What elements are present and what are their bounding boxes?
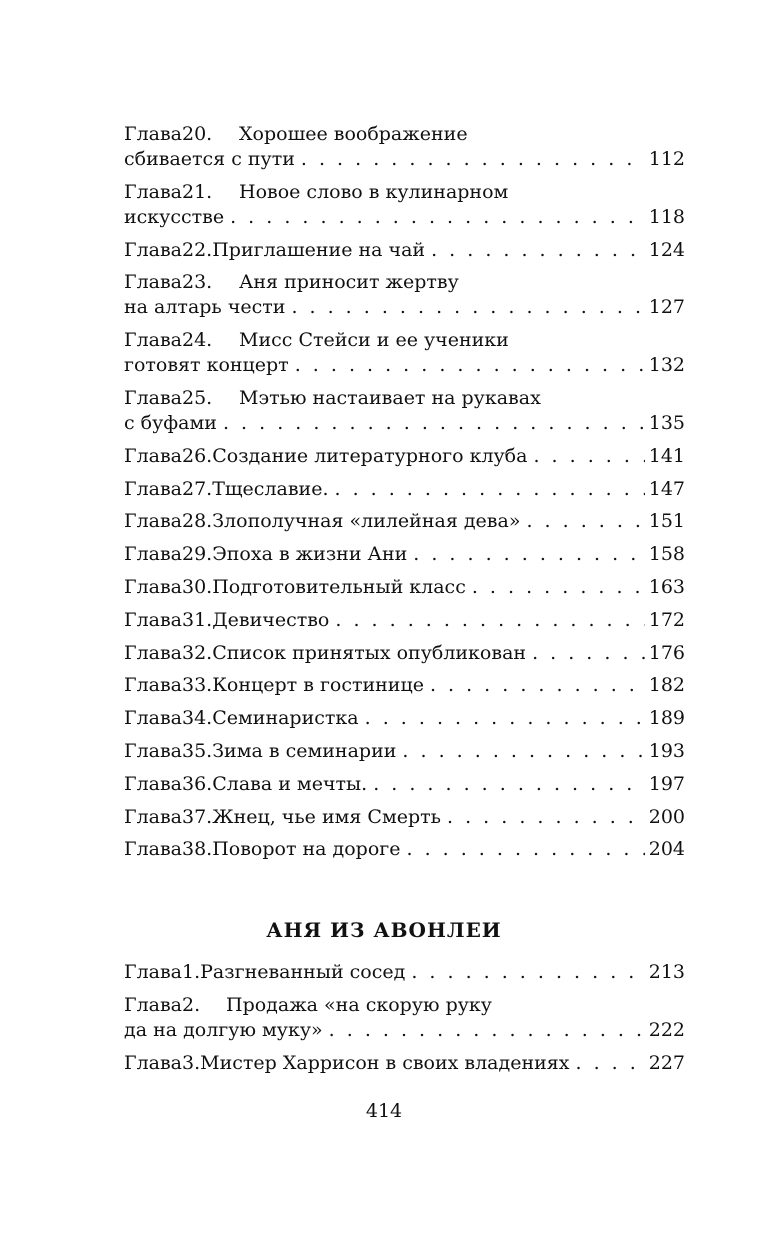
chapter-page-number: 197	[648, 772, 685, 795]
chapter-number: 37.	[182, 805, 213, 828]
chapter-label: Глава	[124, 1051, 183, 1074]
toc-entry	[124, 608, 685, 633]
chapter-title: Подготовительный класс	[212, 575, 466, 598]
chapter-label: Глава	[124, 444, 183, 467]
toc-entry-continuation-line	[124, 147, 685, 172]
chapter-label: Глава	[124, 510, 183, 533]
chapter-title: Девичество	[212, 608, 330, 631]
toc-entry-first-line	[124, 805, 685, 830]
dot-leader	[413, 542, 644, 567]
chapter-title: готовят концерт	[124, 354, 289, 377]
toc-entry	[124, 960, 685, 985]
chapter-label: Глава	[124, 707, 183, 730]
chapter-label: Глава	[124, 238, 183, 261]
chapter-number: 3.	[182, 1051, 201, 1074]
table-of-contents-part-2	[124, 960, 685, 1083]
chapter-title: Тщеславие.	[212, 477, 329, 500]
toc-entry-first-line	[124, 238, 685, 263]
chapter-title: Концерт в гостинице	[212, 674, 424, 697]
toc-entry	[124, 509, 685, 534]
dot-leader	[295, 353, 645, 378]
chapter-number: 20.	[182, 123, 213, 145]
chapter-title: да на долгую муку»	[124, 1018, 323, 1041]
toc-entry-continuation-line	[124, 295, 685, 320]
chapter-label: Глава	[124, 993, 183, 1016]
toc-entry-first-line	[124, 270, 685, 295]
section-title: АНЯ ИЗ АВОНЛЕИ	[266, 918, 502, 942]
toc-entry-continuation-line	[124, 353, 685, 378]
chapter-title: Поворот на дороге	[212, 838, 401, 861]
toc-entry-first-line	[124, 542, 685, 567]
dot-leader	[329, 1018, 645, 1043]
toc-entry	[124, 641, 685, 666]
chapter-number: 26.	[182, 444, 213, 467]
dot-leader	[431, 238, 645, 263]
chapter-label: Глава	[124, 329, 183, 352]
toc-entry-first-line	[124, 739, 685, 764]
toc-entry-first-line	[124, 180, 685, 205]
dot-leader	[430, 673, 645, 698]
chapter-page-number: 127	[648, 296, 685, 319]
chapter-page-number: 163	[648, 575, 685, 598]
chapter-title: Новое слово в кулинарном	[239, 180, 509, 203]
dot-leader	[230, 205, 645, 230]
chapter-number: 38.	[182, 838, 213, 861]
chapter-number: 36.	[182, 772, 213, 795]
toc-entry-first-line	[124, 1051, 685, 1076]
chapter-page-number: 222	[648, 1018, 685, 1041]
toc-entry-first-line	[124, 673, 685, 698]
chapter-title: сбивается с пути	[124, 148, 295, 170]
chapter-title: Жнец, чье имя Смерть	[212, 805, 442, 828]
chapter-label: Глава	[124, 641, 183, 664]
dot-leader	[373, 772, 645, 797]
chapter-number: 30.	[182, 575, 213, 598]
chapter-label: Глава	[124, 477, 183, 500]
chapter-label: Глава	[124, 386, 183, 409]
chapter-page-number: 189	[648, 707, 685, 730]
chapter-label: Глава	[124, 772, 183, 795]
chapter-page-number: 227	[648, 1051, 685, 1074]
chapter-page-number: 158	[648, 543, 685, 566]
toc-entry	[124, 993, 685, 1043]
chapter-page-number: 135	[648, 411, 685, 434]
toc-entry	[124, 542, 685, 567]
chapter-page-number: 176	[648, 641, 685, 664]
chapter-title: Мисс Стейси и ее ученики	[239, 329, 509, 352]
toc-entry	[124, 238, 685, 263]
toc-entry-first-line	[124, 509, 685, 534]
toc-entry-first-line	[124, 444, 685, 469]
toc-entry-continuation-line	[124, 1018, 685, 1043]
toc-entry	[124, 805, 685, 830]
chapter-label: Глава	[124, 739, 183, 762]
chapter-number: 33.	[182, 674, 213, 697]
chapter-label: Глава	[124, 180, 183, 203]
toc-entry-continuation-line	[124, 205, 685, 230]
chapter-page-number: 141	[648, 444, 685, 467]
toc-entry-first-line	[124, 641, 685, 666]
toc-entry-first-line	[124, 477, 685, 502]
toc-entry	[124, 328, 685, 378]
toc-entry	[124, 575, 685, 600]
chapter-label: Глава	[124, 271, 183, 294]
chapter-page-number: 200	[648, 805, 685, 828]
toc-entry	[124, 386, 685, 436]
chapter-number: 28.	[182, 510, 213, 533]
chapter-number: 22.	[182, 238, 213, 261]
dot-leader	[301, 147, 645, 172]
chapter-number: 1.	[182, 961, 201, 983]
chapter-page-number: 151	[648, 510, 685, 533]
dot-leader	[532, 641, 645, 666]
dot-leader	[291, 295, 644, 320]
chapter-number: 24.	[182, 329, 213, 352]
toc-entry-first-line	[124, 386, 685, 411]
chapter-title: искусстве	[124, 205, 225, 228]
toc-entry-first-line	[124, 122, 685, 147]
chapter-label: Глава	[124, 961, 183, 983]
dot-leader	[533, 444, 644, 469]
toc-entry-first-line	[124, 772, 685, 797]
toc-entry-first-line	[124, 608, 685, 633]
chapter-title: Аня приносит жертву	[239, 271, 459, 294]
chapter-page-number: 193	[648, 739, 685, 762]
toc-entry	[124, 1051, 685, 1076]
chapter-label: Глава	[124, 123, 183, 145]
dot-leader	[223, 411, 645, 436]
toc-entry	[124, 772, 685, 797]
page-number: 414	[365, 1100, 403, 1122]
toc-entry	[124, 180, 685, 230]
toc-entry	[124, 270, 685, 320]
chapter-page-number: 147	[648, 477, 685, 500]
toc-entry-continuation-line	[124, 411, 685, 436]
toc-entry-first-line	[124, 706, 685, 731]
chapter-title: Разгневанный сосед	[200, 961, 406, 983]
toc-entry-first-line	[124, 960, 685, 985]
chapter-label: Глава	[124, 805, 183, 828]
chapter-title: Слава и мечты.	[212, 772, 368, 795]
toc-entry-first-line	[124, 328, 685, 353]
dot-leader	[402, 739, 644, 764]
chapter-label: Глава	[124, 575, 183, 598]
toc-entry	[124, 444, 685, 469]
dot-leader	[411, 960, 644, 985]
chapter-page-number: 132	[648, 354, 685, 377]
dot-leader	[447, 805, 645, 830]
chapter-title: Зима в семинарии	[212, 739, 397, 762]
chapter-title: Эпоха в жизни Ани	[212, 543, 408, 566]
chapter-label: Глава	[124, 674, 183, 697]
chapter-number: 29.	[182, 543, 213, 566]
dot-leader	[526, 509, 644, 534]
chapter-page-number: 213	[648, 961, 685, 983]
dot-leader	[365, 706, 645, 731]
chapter-page-number: 124	[648, 238, 685, 261]
chapter-title: Мэтью настаивает на рукавах	[239, 386, 541, 409]
toc-entry-first-line	[124, 993, 685, 1018]
toc-entry	[124, 706, 685, 731]
dot-leader	[406, 837, 644, 862]
chapter-number: 31.	[182, 608, 213, 631]
chapter-label: Глава	[124, 838, 183, 861]
chapter-title: Приглашение на чай	[212, 238, 426, 261]
chapter-number: 25.	[182, 386, 213, 409]
toc-entry	[124, 837, 685, 862]
chapter-label: Глава	[124, 608, 183, 631]
toc-entry-first-line	[124, 837, 685, 862]
chapter-title: Злополучная «лилейная дева»	[212, 510, 521, 533]
toc-entry	[124, 122, 685, 172]
chapter-title: Семинаристка	[212, 707, 359, 730]
chapter-page-number: 118	[648, 205, 685, 228]
chapter-number: 2.	[182, 993, 201, 1016]
chapter-number: 35.	[182, 739, 213, 762]
chapter-title: Список принятых опубликован	[212, 641, 527, 664]
dot-leader	[472, 575, 645, 600]
chapter-number: 23.	[182, 271, 213, 294]
chapter-label: Глава	[124, 543, 183, 566]
chapter-number: 27.	[182, 477, 213, 500]
chapter-page-number: 182	[648, 674, 685, 697]
chapter-page-number: 204	[648, 838, 685, 861]
dot-leader	[334, 477, 644, 502]
toc-entry-first-line	[124, 575, 685, 600]
toc-entry	[124, 739, 685, 764]
chapter-page-number: 112	[648, 148, 685, 170]
chapter-number: 21.	[182, 180, 213, 203]
toc-entry	[124, 477, 685, 502]
chapter-title: с буфами	[124, 411, 217, 434]
dot-leader	[575, 1051, 644, 1076]
toc-entry	[124, 673, 685, 698]
dot-leader	[335, 608, 644, 633]
chapter-title: Создание литературного клуба	[212, 444, 528, 467]
table-of-contents-part-1	[124, 122, 685, 870]
chapter-number: 32.	[182, 641, 213, 664]
chapter-page-number: 172	[648, 608, 685, 631]
chapter-number: 34.	[182, 707, 213, 730]
chapter-title: Мистер Харрисон в своих владениях	[200, 1051, 570, 1074]
chapter-title: Продажа «на скорую руку	[226, 993, 492, 1016]
chapter-title: Хорошее воображение	[239, 123, 468, 145]
chapter-title: на алтарь чести	[124, 296, 286, 319]
